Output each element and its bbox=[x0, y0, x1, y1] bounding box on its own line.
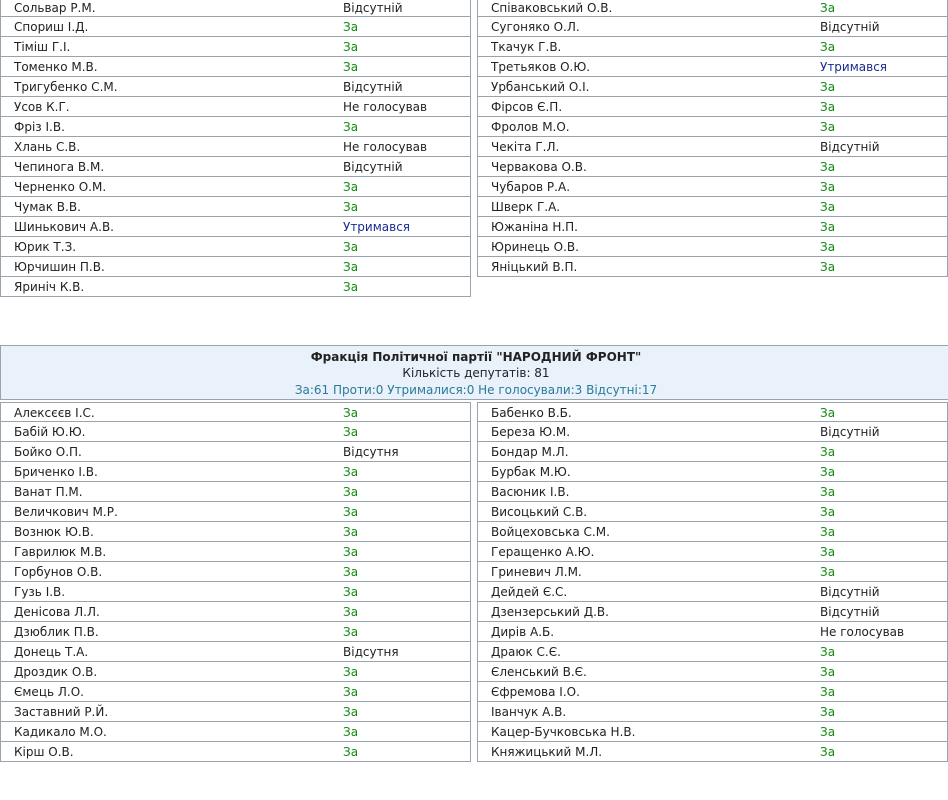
deputy-row bbox=[0, 197, 471, 217]
deputy-vote: За bbox=[820, 725, 836, 739]
top-right-column bbox=[477, 0, 948, 277]
deputy-name: Фролов М.О. bbox=[491, 120, 570, 134]
deputy-row bbox=[0, 37, 471, 57]
deputy-row bbox=[477, 442, 948, 462]
deputy-row bbox=[477, 77, 948, 97]
deputy-vote: Не голосував bbox=[343, 140, 428, 154]
faction-member-count: Кількість депутатів: 81 bbox=[402, 366, 550, 380]
deputy-name: Юрчишин П.В. bbox=[14, 260, 105, 274]
deputy-row bbox=[0, 57, 471, 77]
deputy-vote: Відсутній bbox=[820, 605, 880, 619]
deputy-vote: За bbox=[820, 685, 836, 699]
deputy-row bbox=[477, 177, 948, 197]
deputy-name: Іванчук А.В. bbox=[491, 705, 567, 719]
deputy-name: Заставний Р.Й. bbox=[14, 705, 109, 719]
deputy-name: Дзензерський Д.В. bbox=[491, 605, 609, 619]
deputy-vote: За bbox=[343, 505, 359, 519]
bottom-left-column bbox=[0, 402, 471, 762]
deputy-row bbox=[0, 442, 471, 462]
deputy-vote: За bbox=[820, 240, 836, 254]
deputy-row bbox=[477, 37, 948, 57]
deputy-row bbox=[0, 622, 471, 642]
deputy-row bbox=[477, 462, 948, 482]
deputy-vote: За bbox=[343, 425, 359, 439]
deputy-name: Бабій Ю.Ю. bbox=[14, 425, 86, 439]
deputy-row bbox=[477, 257, 948, 277]
deputy-name: Бойко О.П. bbox=[14, 445, 82, 459]
deputy-vote: Відсутня bbox=[343, 445, 399, 459]
deputy-name: Черненко О.М. bbox=[14, 180, 107, 194]
deputy-row bbox=[0, 402, 471, 422]
deputy-vote: Відсутній bbox=[820, 585, 880, 599]
deputy-vote: За bbox=[343, 465, 359, 479]
deputy-vote: За bbox=[343, 40, 359, 54]
deputy-name: Сугоняко О.Л. bbox=[491, 20, 580, 34]
bottom-right-column bbox=[477, 402, 948, 762]
deputy-name: Геращенко А.Ю. bbox=[491, 545, 595, 559]
deputy-name: Третьяков О.Ю. bbox=[491, 60, 591, 74]
deputy-vote: Відсутній bbox=[343, 80, 403, 94]
deputy-vote: За bbox=[820, 545, 836, 559]
deputy-row bbox=[477, 57, 948, 77]
deputy-name: Вознюк Ю.В. bbox=[14, 525, 94, 539]
deputy-vote: За bbox=[343, 406, 359, 420]
deputy-vote: За bbox=[343, 585, 359, 599]
deputy-row bbox=[0, 237, 471, 257]
deputy-vote: За bbox=[820, 445, 836, 459]
deputy-row bbox=[0, 0, 471, 17]
deputy-vote: Відсутній bbox=[343, 1, 403, 15]
deputy-vote: За bbox=[343, 260, 359, 274]
deputy-row bbox=[0, 217, 471, 237]
deputy-row bbox=[477, 522, 948, 542]
deputy-name: Фріз І.В. bbox=[14, 120, 65, 134]
deputy-row bbox=[477, 502, 948, 522]
deputy-vote: За bbox=[820, 120, 836, 134]
deputy-name: Драюк С.Є. bbox=[491, 645, 561, 659]
deputy-row bbox=[0, 642, 471, 662]
deputy-name: Дзюблик П.В. bbox=[14, 625, 99, 639]
deputy-row bbox=[477, 602, 948, 622]
deputy-vote: За bbox=[820, 160, 836, 174]
deputy-vote: За bbox=[343, 200, 359, 214]
deputy-name: Донець Т.А. bbox=[14, 645, 89, 659]
deputy-row bbox=[0, 77, 471, 97]
deputy-vote: За bbox=[343, 20, 359, 34]
deputy-name: Войцеховська С.М. bbox=[491, 525, 610, 539]
deputy-name: Спориш І.Д. bbox=[14, 20, 89, 34]
deputy-name: Чепинога В.М. bbox=[14, 160, 105, 174]
deputy-vote: За bbox=[343, 485, 359, 499]
deputy-vote: За bbox=[343, 725, 359, 739]
deputy-row bbox=[0, 17, 471, 37]
deputy-vote: Утримався bbox=[820, 60, 888, 74]
deputy-row bbox=[477, 542, 948, 562]
deputy-vote: За bbox=[820, 565, 836, 579]
deputy-vote: За bbox=[343, 120, 359, 134]
deputy-name: Шинькович А.В. bbox=[14, 220, 114, 234]
deputy-row bbox=[477, 117, 948, 137]
deputy-row bbox=[477, 157, 948, 177]
deputy-row bbox=[0, 522, 471, 542]
deputy-row bbox=[477, 217, 948, 237]
deputy-vote: За bbox=[820, 1, 836, 15]
deputy-name: Чекіта Г.Л. bbox=[491, 140, 560, 154]
deputy-row bbox=[0, 117, 471, 137]
deputy-vote: Утримався bbox=[343, 220, 411, 234]
deputy-row bbox=[0, 157, 471, 177]
deputy-row bbox=[0, 602, 471, 622]
deputy-vote: За bbox=[343, 280, 359, 294]
deputy-name: Чумак В.В. bbox=[14, 200, 81, 214]
deputy-vote: Відсутній bbox=[820, 425, 880, 439]
deputy-name: Гриневич Л.М. bbox=[491, 565, 582, 579]
deputy-name: Гаврилюк М.В. bbox=[14, 545, 107, 559]
deputy-row bbox=[477, 137, 948, 157]
deputy-vote: За bbox=[343, 545, 359, 559]
deputy-row bbox=[0, 482, 471, 502]
deputy-row bbox=[0, 97, 471, 117]
deputy-name: Тригубенко С.М. bbox=[14, 80, 118, 94]
deputy-vote: За bbox=[820, 645, 836, 659]
deputy-row bbox=[477, 702, 948, 722]
deputy-name: Ткачук Г.В. bbox=[491, 40, 562, 54]
deputy-name: Дирів А.Б. bbox=[491, 625, 555, 639]
deputy-row bbox=[0, 562, 471, 582]
deputy-row bbox=[0, 662, 471, 682]
deputy-row bbox=[0, 137, 471, 157]
deputy-vote: За bbox=[820, 505, 836, 519]
deputy-name: Шверк Г.А. bbox=[491, 200, 561, 214]
deputy-name: Ємець Л.О. bbox=[14, 685, 84, 699]
deputy-vote: За bbox=[820, 485, 836, 499]
deputy-row bbox=[477, 402, 948, 422]
deputy-vote: За bbox=[343, 180, 359, 194]
deputy-name: Южаніна Н.П. bbox=[491, 220, 578, 234]
deputy-vote: За bbox=[820, 525, 836, 539]
deputy-row bbox=[0, 682, 471, 702]
deputy-name: Єленський В.Є. bbox=[491, 665, 587, 679]
deputy-row bbox=[0, 702, 471, 722]
deputy-vote: За bbox=[820, 40, 836, 54]
deputy-name: Співаковський О.В. bbox=[491, 1, 613, 15]
deputy-name: Усов К.Г. bbox=[14, 100, 70, 114]
deputy-row bbox=[477, 662, 948, 682]
deputy-row bbox=[477, 682, 948, 702]
deputy-name: Яніцький В.П. bbox=[491, 260, 578, 274]
deputy-name: Княжицький М.Л. bbox=[491, 745, 603, 759]
deputy-vote: За bbox=[820, 406, 836, 420]
deputy-name: Алексєєв І.С. bbox=[14, 406, 95, 420]
deputy-row bbox=[477, 642, 948, 662]
deputy-row bbox=[0, 277, 471, 297]
deputy-row bbox=[0, 257, 471, 277]
deputy-name: Сольвар Р.М. bbox=[14, 1, 96, 15]
deputy-name: Висоцький С.В. bbox=[491, 505, 588, 519]
deputy-vote: Відсутній bbox=[820, 20, 880, 34]
deputy-row bbox=[0, 177, 471, 197]
faction-title: Фракція Політичної партії "НАРОДНИЙ ФРОНТ" bbox=[310, 350, 642, 364]
deputy-name: Дроздик О.В. bbox=[14, 665, 98, 679]
deputy-row bbox=[0, 582, 471, 602]
deputy-vote: За bbox=[343, 625, 359, 639]
deputy-name: Бабенко В.Б. bbox=[491, 406, 572, 420]
deputy-vote: За bbox=[820, 465, 836, 479]
deputy-name: Ванат П.М. bbox=[14, 485, 83, 499]
deputy-name: Бондар М.Л. bbox=[491, 445, 569, 459]
deputy-vote: За bbox=[343, 605, 359, 619]
deputy-vote: За bbox=[343, 685, 359, 699]
deputy-name: Урбанський О.І. bbox=[491, 80, 590, 94]
faction-header bbox=[0, 345, 948, 400]
deputy-row bbox=[477, 17, 948, 37]
deputy-vote: Не голосував bbox=[343, 100, 428, 114]
deputy-name: Юринець О.В. bbox=[491, 240, 579, 254]
deputy-row bbox=[0, 502, 471, 522]
deputy-name: Бриченко І.В. bbox=[14, 465, 98, 479]
deputy-vote: Не голосував bbox=[820, 625, 905, 639]
deputy-name: Чубаров Р.А. bbox=[491, 180, 571, 194]
deputy-name: Червакова О.В. bbox=[491, 160, 587, 174]
deputy-row bbox=[477, 582, 948, 602]
deputy-row bbox=[477, 482, 948, 502]
deputy-vote: За bbox=[343, 240, 359, 254]
deputy-name: Єфремова І.О. bbox=[491, 685, 580, 699]
deputy-vote: За bbox=[343, 60, 359, 74]
deputy-vote: За bbox=[343, 565, 359, 579]
deputy-name: Тіміш Г.І. bbox=[14, 40, 71, 54]
deputy-vote: За bbox=[820, 220, 836, 234]
deputy-vote: За bbox=[343, 665, 359, 679]
deputy-vote: Відсутній bbox=[343, 160, 403, 174]
deputy-name: Горбунов О.В. bbox=[14, 565, 103, 579]
deputy-name: Береза Ю.М. bbox=[491, 425, 571, 439]
deputy-name: Величкович М.Р. bbox=[14, 505, 118, 519]
top-left-column bbox=[0, 0, 471, 297]
deputy-row bbox=[477, 622, 948, 642]
deputy-name: Фірсов Є.П. bbox=[491, 100, 563, 114]
faction-vote-stats: За:61 Проти:0 Утрималися:0 Не голосували:3 Відсутні:17 bbox=[294, 383, 658, 397]
deputy-row bbox=[0, 722, 471, 742]
deputy-row bbox=[477, 0, 948, 17]
deputy-name: Дейдей Є.С. bbox=[491, 585, 568, 599]
deputy-vote: Відсутня bbox=[343, 645, 399, 659]
deputy-name: Кірш О.В. bbox=[14, 745, 74, 759]
deputy-vote: За bbox=[820, 665, 836, 679]
deputy-name: Бурбак М.Ю. bbox=[491, 465, 571, 479]
deputy-name: Яриніч К.В. bbox=[14, 280, 85, 294]
deputy-vote: За bbox=[343, 705, 359, 719]
deputy-vote: За bbox=[820, 260, 836, 274]
deputy-row bbox=[477, 562, 948, 582]
deputy-row bbox=[477, 742, 948, 762]
deputy-vote: За bbox=[343, 745, 359, 759]
deputy-name: Кацер-Бучковська Н.В. bbox=[491, 725, 636, 739]
deputy-name: Томенко М.В. bbox=[14, 60, 98, 74]
deputy-name: Гузь І.В. bbox=[14, 585, 66, 599]
deputy-name: Васюник І.В. bbox=[491, 485, 570, 499]
deputy-vote: За bbox=[820, 180, 836, 194]
deputy-row bbox=[477, 97, 948, 117]
deputy-vote: За bbox=[820, 80, 836, 94]
deputy-vote: Відсутній bbox=[820, 140, 880, 154]
deputy-row bbox=[477, 722, 948, 742]
deputy-name: Денісова Л.Л. bbox=[14, 605, 100, 619]
deputy-vote: За bbox=[820, 745, 836, 759]
deputy-vote: За bbox=[820, 100, 836, 114]
deputy-vote: За bbox=[343, 525, 359, 539]
deputy-row bbox=[0, 742, 471, 762]
deputy-name: Хлань С.В. bbox=[14, 140, 81, 154]
deputy-name: Юрик Т.З. bbox=[14, 240, 77, 254]
deputy-row bbox=[0, 422, 471, 442]
deputy-row bbox=[477, 422, 948, 442]
deputy-row bbox=[477, 237, 948, 257]
deputy-row bbox=[477, 197, 948, 217]
deputy-vote: За bbox=[820, 705, 836, 719]
deputy-row bbox=[0, 542, 471, 562]
deputy-name: Кадикало М.О. bbox=[14, 725, 107, 739]
deputy-row bbox=[0, 462, 471, 482]
deputy-vote: За bbox=[820, 200, 836, 214]
